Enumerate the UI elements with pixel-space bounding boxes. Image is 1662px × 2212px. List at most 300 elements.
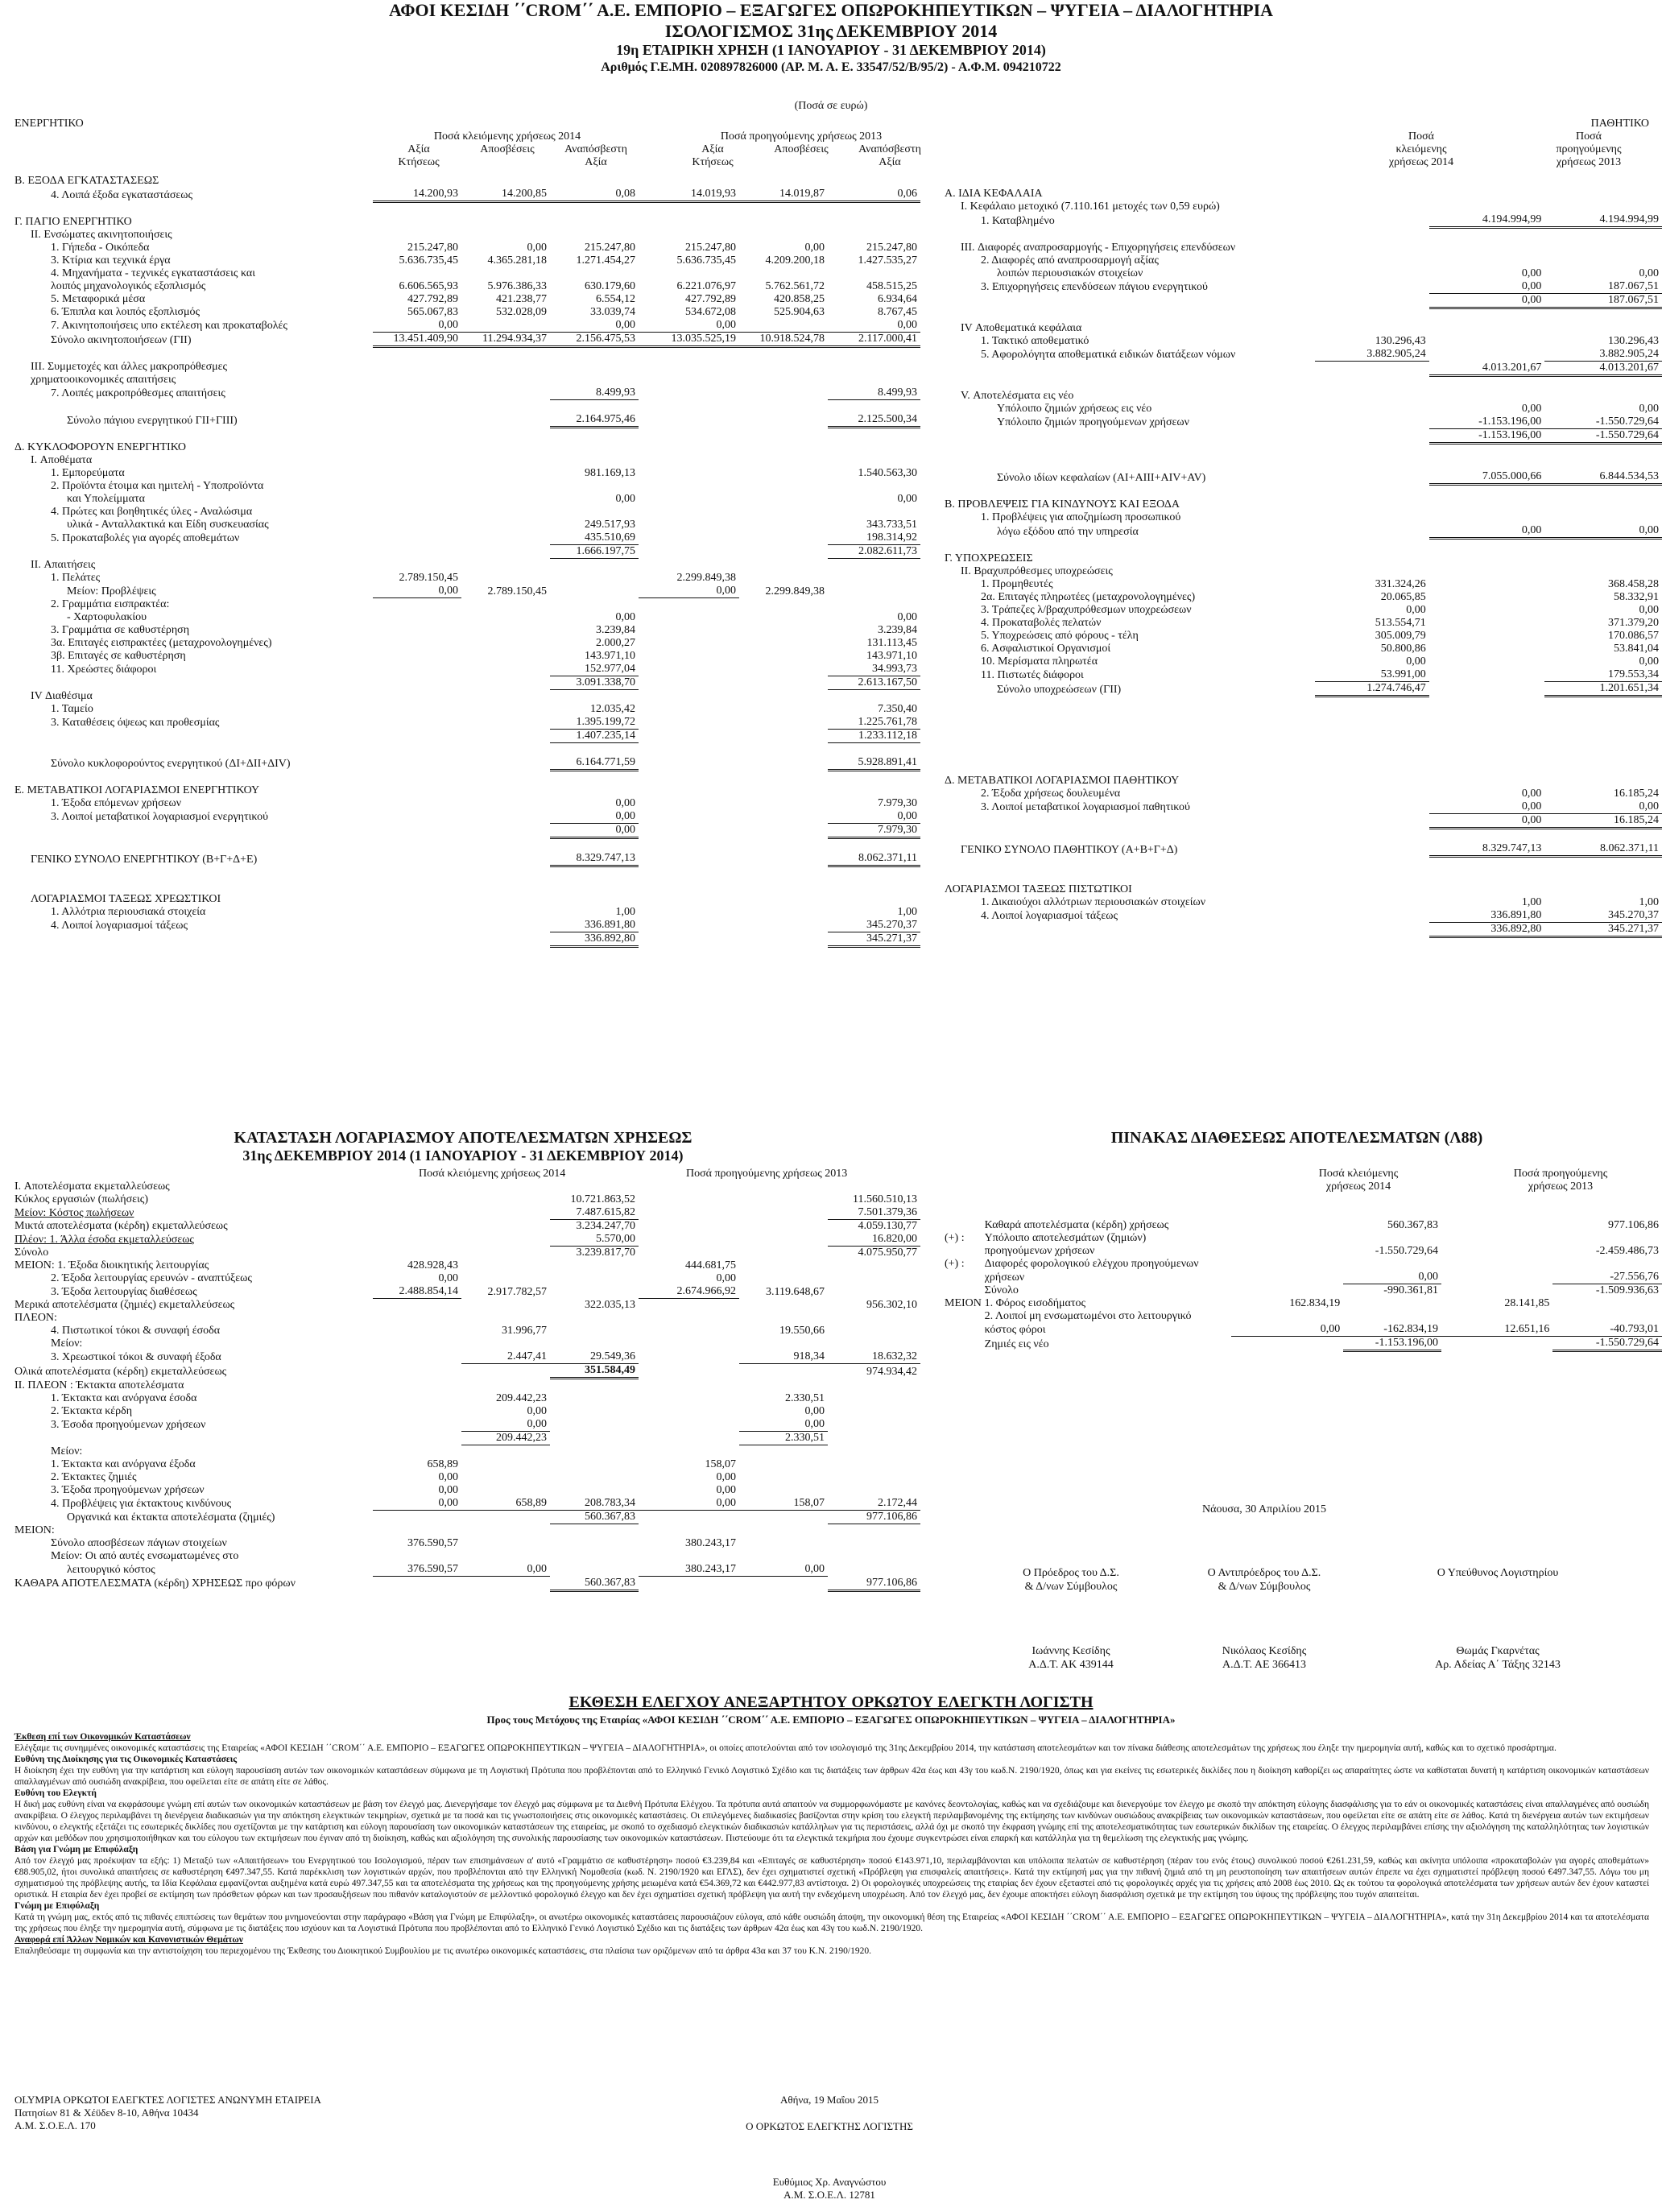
row-label: 3. Έξοδα λειτουργίας διαθέσεως [51, 1285, 197, 1298]
row-label: 1. Προβλέψεις για αποζημίωση προσωπικού [981, 511, 1181, 523]
amount-cell [1231, 1245, 1343, 1258]
amount-cell: 14.200,85 [461, 188, 550, 202]
amount-cell: 345.270,37 [1544, 909, 1662, 923]
amount-cell [739, 624, 828, 637]
amount-cell [639, 690, 739, 704]
amount-cell [461, 216, 550, 229]
signatory-name-1-l1: Ιωάννης Κεσίδης [1032, 1645, 1110, 1657]
amount-cell [739, 1272, 828, 1285]
balance-row [945, 470, 1662, 485]
signatory-role-2-l2: & Δ/νων Σύμβουλος [1218, 1581, 1311, 1593]
amount-cell: 53.991,00 [1315, 668, 1429, 682]
row-label: Μείον: [51, 1445, 83, 1457]
amount-cell: 2.789.150,45 [487, 585, 547, 597]
balance-row [14, 413, 920, 428]
amount-cell: 2.330,51 [785, 1392, 825, 1404]
amount-cell [828, 1537, 920, 1550]
row-label: Υπόλοιπο ζημιών προηγούμενων χρήσεων [997, 416, 1189, 428]
amount-cell: 5.928.891,41 [828, 756, 920, 771]
amount-cell [373, 637, 461, 650]
signatory-name-2-l1: Νικόλαος Κεσίδης [1222, 1645, 1307, 1657]
amount-cell [639, 771, 739, 785]
amount-cell [739, 1206, 828, 1220]
amount-cell [1315, 485, 1429, 499]
amount-cell [739, 1484, 828, 1497]
amount-cell [373, 506, 461, 519]
amount-cell: 7.979,30 [878, 797, 917, 809]
balance-row [945, 655, 1662, 668]
income-row [14, 1312, 920, 1325]
row-label: λειτουργικό κόστος [67, 1563, 155, 1576]
appropriation-row [945, 1323, 1662, 1337]
amount-cell [739, 797, 828, 810]
amount-cell: -1.153.196,00 [1343, 1337, 1441, 1351]
row-label: 3. Τράπεζες λ/βραχυπρόθεσμων υποχρεώσεων [981, 604, 1192, 616]
report-s3-text: Η δική μας ευθύνη είναι να εκφράσουμε γνώμη επί αυτών των οικονομικών καταστάσεων με βάση τον έλεγχό μας. Διενεργήσαμε τον έλεγχό μας σύμφωνα με τα Διεθνή Πρότυπα Ελέγχου. Τα πρότυπα αυτά απαιτούν να συμμορφωνόμαστε με κανόνες δεοντολογίας, καθώς και να σχεδιάζουμε και διενεργούμε τον έλεγχο με σκοπό την απόκτηση εύλογης διασφάλισης για το εάν οι οικονομικές καταστάσεις είναι απαλλαγμένες από ουσιώδη ανακρίβεια. Ο έλεγχος περιλαμβάνει τη διενέργεια διαδικασιών για την απόκτηση ελεγκτικών τεκμηρίων, σχετικά με τα ποσά και τις γνωστοποιήσεις στις οικονομικές καταστάσεις. Οι επιλεγόμενες διαδικασίες βασίζονται στην κρίση του ελεγκτή περιλαμβανομένης της εκτίμησης των κινδύνων ουσιώδους ανακρίβειας των οικονομικών καταστάσεων, που οφείλεται είτε σε απάτη είτε σε λάθος. Κατά τη διενέργεια αυτών των εκτιμήσεων κινδύνου, ο ελεγκτής εξετάζει τις εσωτερικές δικλίδες που σχετίζονται με την κατάρτιση και εύλογη παρουσίαση των οικονομικών καταστάσεων της εταιρείας, με σκοπό το σχεδιασμό ελεγκτικών διαδικασιών κατάλληλων για τις περιστάσεις, αλλά όχι με σκοπό την έκφραση γνώμης επί της αποτελεσματικότητας των εσωτερικών δικλίδων της εταιρείας. Ο έλεγχος περιλαμβάνει επίσης την αξιολόγηση της καταλληλότητας των λογιστικών αρχών και μεθόδων που χρησιμοποιήθηκαν και του εύλογου των εκτιμήσεων που έγιναν από τη διοίκηση, καθώς και αξιολόγηση της συνολικής παρουσίασης των οικονομικών καταστάσεων. Πιστεύουμε ότι τα ελεγκτικά τεκμήρια που έχουμε συγκεντρώσει είναι επαρκή και κατάλληλα για τη θεμελίωση της ελεγκτικής μας γνώμης. [14, 1800, 1649, 1843]
row-label: Μείον: [51, 1338, 83, 1350]
row-label: Α. ΙΔΙΑ ΚΕΦΑΛΑΙΑ [945, 188, 1043, 200]
row-label: 1. Γήπεδα - Οικόπεδα [51, 242, 150, 254]
balance-row [945, 242, 1662, 254]
amount-cell: 435.510,69 [550, 531, 639, 545]
amount-cell [739, 676, 828, 690]
amount-cell [639, 1524, 739, 1538]
row-label: Σύνολο [14, 1247, 49, 1259]
amount-cell [1544, 552, 1662, 565]
amount-cell: 31.996,77 [502, 1325, 547, 1337]
row-label: 2. Λοιποί μη ενσωματωμένοι στο λειτουργικό [984, 1310, 1192, 1322]
row-label: I. Αποτελέσματα εκμεταλλεύσεως [14, 1180, 170, 1193]
amount-cell: 345.271,37 [828, 932, 920, 947]
amount-cell [739, 1379, 828, 1393]
amount-cell [550, 1338, 639, 1350]
row-label: 3. Κτίρια και τεχνικά έργα [51, 254, 171, 267]
balance-row [945, 617, 1662, 630]
amount-cell: 12.651,16 [1441, 1323, 1552, 1337]
row-label: I. Κεφάλαιο μετοχικό (7.110.161 μετοχές των 0,59 ευρώ) [961, 201, 1220, 213]
amount-cell [550, 1379, 639, 1393]
balance-row [14, 797, 920, 810]
amount-cell [1315, 788, 1429, 800]
amount-cell: 8.499,93 [828, 387, 920, 400]
amount-cell: 8.499,93 [550, 387, 639, 400]
amount-cell: 351.584,49 [550, 1364, 639, 1379]
amount-cell [639, 784, 739, 797]
amount-cell [373, 810, 461, 824]
amount-cell: 2.125.500,34 [828, 413, 920, 428]
row-label [14, 676, 373, 690]
amount-cell [1315, 322, 1429, 335]
amount-cell [550, 400, 639, 414]
amount-cell: 513.554,71 [1375, 617, 1426, 629]
appropriation-row [945, 1284, 1662, 1298]
amount-cell: 2.082.611,73 [828, 545, 920, 559]
balance-row [945, 390, 1662, 403]
amount-cell [1544, 775, 1662, 788]
amount-cell [1429, 655, 1545, 668]
amount-cell [461, 1312, 550, 1325]
amount-cell [639, 1432, 739, 1445]
amount-cell [639, 202, 739, 217]
amount-cell: 427.792,89 [685, 293, 736, 305]
amount-cell [739, 229, 828, 242]
amount-cell [461, 756, 550, 771]
amount-cell [639, 1247, 739, 1260]
amount-cell: 3.882.905,24 [1544, 348, 1662, 362]
balance-row [14, 188, 920, 202]
balance-row [945, 591, 1662, 604]
report-s3-heading: Ευθύνη του Ελεγκτή [14, 1788, 97, 1798]
appropriation-row [945, 1337, 1662, 1351]
balance-row [14, 730, 920, 743]
amount-cell [828, 585, 920, 598]
amount-cell [550, 838, 639, 853]
balance-row [14, 585, 920, 598]
amount-cell [828, 1379, 920, 1393]
row-label [14, 400, 373, 414]
row-prefix [945, 1310, 985, 1323]
amount-cell: 0,06 [828, 188, 920, 202]
income-row [14, 1259, 920, 1272]
income-row [14, 1405, 920, 1418]
row-prefix: (+) : [945, 1232, 965, 1244]
amount-cell [1315, 814, 1429, 829]
amount-cell: 7.350,40 [878, 703, 917, 715]
amount-cell: 0,00 [804, 1405, 825, 1417]
amount-cell: 2.117.000,41 [828, 333, 920, 347]
amount-cell [639, 866, 739, 881]
amount-cell [461, 703, 550, 716]
amount-cell [1315, 511, 1429, 524]
amount-cell: 0,00 [1406, 604, 1426, 616]
income-row [14, 1325, 920, 1338]
amount-cell [828, 784, 920, 797]
amount-cell [461, 493, 550, 506]
amount-cell [461, 1180, 550, 1193]
row-label [14, 1432, 373, 1445]
amount-cell: 3.119.648,67 [766, 1285, 825, 1298]
balance-row [945, 923, 1662, 937]
amount-cell [1429, 749, 1545, 762]
amount-cell [739, 756, 828, 771]
approp-col-prev-l1: Ποσά προηγούμενης [1513, 1168, 1608, 1180]
assets-col-group-prev: Ποσά προηγούμενης χρήσεως 2013 [720, 130, 883, 143]
amount-cell: 0,00 [639, 585, 739, 598]
amount-cell: 5.636.735,45 [399, 254, 458, 267]
amount-cell [373, 650, 461, 663]
amount-cell [828, 559, 920, 573]
amount-cell [639, 1392, 739, 1405]
report-s4-heading: Βάση για Γνώμη με Επιφύλαξη [14, 1845, 138, 1854]
amount-cell [461, 229, 550, 242]
balance-row [14, 293, 920, 306]
amount-cell [550, 454, 639, 467]
amount-cell [639, 1577, 739, 1591]
amount-cell [739, 1259, 828, 1272]
signatory-name-1-l2: Α.Δ.Τ. ΑΚ 439144 [1028, 1659, 1114, 1671]
amount-cell [461, 1206, 550, 1220]
amount-cell: 198.314,92 [828, 531, 920, 545]
amount-cell [1544, 485, 1662, 499]
amount-cell: -1.509.936,63 [1595, 1284, 1659, 1296]
assets-table [14, 175, 920, 948]
amount-cell: 34.993,73 [828, 663, 920, 676]
amount-cell [373, 400, 461, 414]
amount-cell [639, 545, 739, 559]
row-label: Μείον: Οι από αυτές ενσωματωμένες στο [51, 1550, 239, 1562]
amount-cell [1315, 909, 1429, 923]
income-row [14, 1511, 920, 1524]
amount-cell: 0,00 [1521, 403, 1542, 415]
amount-cell [739, 1550, 828, 1563]
amount-cell: 6.164.771,59 [550, 756, 639, 771]
amount-cell [1544, 322, 1662, 335]
income-row [14, 1418, 920, 1432]
amount-cell [373, 347, 461, 362]
amount-cell [1429, 348, 1545, 362]
amount-cell [461, 413, 550, 428]
amount-cell [828, 1445, 920, 1459]
amount-cell: 420.858,25 [774, 293, 825, 305]
amount-cell: -162.834,19 [1343, 1323, 1441, 1337]
balance-row [14, 690, 920, 704]
income-row [14, 1350, 920, 1364]
row-label: Γ. ΥΠΟΧΡΕΩΣΕΙΣ [945, 552, 1033, 564]
amount-cell [373, 1325, 461, 1338]
assets-col-head: Αναπόσβεστη [858, 143, 921, 155]
amount-cell [461, 784, 550, 797]
balance-row [14, 932, 920, 947]
amount-cell [1231, 1284, 1343, 1298]
assets-col-head-sub: Αξία [585, 156, 607, 168]
amount-cell: 977.106,86 [828, 1511, 920, 1524]
row-prefix: (+) : [945, 1258, 965, 1270]
amount-cell [828, 428, 920, 442]
amount-cell: 565.067,83 [407, 306, 458, 318]
row-label: II. Απαιτήσεις [31, 559, 96, 571]
balance-row [14, 893, 920, 906]
amount-cell [373, 1418, 461, 1432]
amount-cell [373, 906, 461, 919]
company-name: ΑΦΟΙ ΚΕΣΙΔΗ ΄΄CROM΄΄ Α.Ε. ΕΜΠΟΡΙΟ – ΕΞΑΓΩΓΕΣ ΟΠΩΡΟΚΗΠΕΥΤΙΚΩΝ – ΨΥΓΕΙΑ – ΔΙΑΛΟΓΗΤΗΡΙΑ [388, 0, 1274, 20]
amount-cell: 380.243,17 [639, 1563, 739, 1577]
amount-cell [373, 852, 461, 866]
amount-cell [373, 1524, 461, 1538]
balance-row [945, 710, 1662, 723]
amount-cell [739, 1364, 828, 1379]
amount-cell [1429, 485, 1545, 499]
amount-cell [1429, 643, 1545, 655]
row-label: 1. Έκτακτα και ανόργανα έξοδα [51, 1458, 196, 1470]
amount-cell: 6.554,12 [596, 293, 635, 305]
amount-cell: 6.221.076,97 [676, 280, 736, 292]
row-label: ΓΕΝΙΚΟ ΣΥΝΟΛΟ ΠΑΘΗΤΙΚΟΥ (Α+Β+Γ+Δ) [961, 843, 1178, 856]
balance-row [14, 824, 920, 838]
balance-row [945, 322, 1662, 335]
amount-cell: 8.062.371,11 [1544, 842, 1662, 857]
amount-cell [828, 1338, 920, 1350]
amount-cell [461, 545, 550, 559]
amount-cell: 0,00 [639, 319, 739, 333]
row-label [14, 880, 373, 893]
appropriation-row [945, 1232, 1662, 1245]
amount-cell: 0,00 [1429, 294, 1545, 308]
amount-cell [739, 1299, 828, 1313]
amount-cell [461, 347, 550, 362]
income-row [14, 1272, 920, 1285]
amount-cell [461, 1577, 550, 1591]
amount-cell: -1.153.196,00 [1429, 416, 1545, 429]
balance-row [945, 362, 1662, 376]
amount-cell [461, 1379, 550, 1393]
row-label: Υπόλοιπο αποτελεσμάτων (ζημιών) [984, 1232, 1147, 1244]
amount-cell [1429, 322, 1545, 335]
amount-cell [373, 202, 461, 217]
amount-cell [639, 838, 739, 853]
amount-cell: 208.783,34 [550, 1497, 639, 1511]
amount-cell [1315, 416, 1429, 429]
amount-cell [1315, 362, 1429, 376]
row-label: Ε. ΜΕΤΑΒΑΤΙΚΟΙ ΛΟΓΑΡΙΑΣΜΟΙ ΕΝΕΡΓΗΤΙΚΟΥ [14, 784, 260, 796]
amount-cell [373, 784, 461, 797]
auditor-role: Ο ΟΡΚΩΤΟΣ ΕΛΕΓΚΤΗΣ ΛΟΓΙΣΤΗΣ [746, 2120, 913, 2132]
amount-cell: 977.106,86 [1608, 1219, 1659, 1231]
amount-cell: 0,00 [897, 611, 917, 623]
row-prefix [945, 1271, 985, 1284]
amount-cell [1429, 444, 1545, 458]
amount-cell [550, 1484, 639, 1497]
row-label [945, 429, 1315, 444]
row-label [14, 771, 373, 785]
amount-cell [550, 229, 639, 242]
amount-cell [639, 810, 739, 824]
amount-cell [550, 441, 639, 454]
row-label [945, 762, 1315, 775]
appropriation-row [945, 1310, 1662, 1323]
amount-cell: 376.590,57 [407, 1537, 458, 1549]
row-label [945, 457, 1315, 470]
amount-cell [373, 716, 461, 730]
amount-cell [1552, 1258, 1662, 1271]
balance-row [14, 919, 920, 932]
amount-cell [1315, 762, 1429, 775]
amount-cell [1429, 188, 1545, 201]
row-label: 4. Μηχανήματα - τεχνικές εγκαταστάσεις και [51, 267, 255, 279]
amount-cell [1544, 736, 1662, 749]
amount-cell [1315, 697, 1429, 711]
amount-cell: 5.636.735,45 [676, 254, 736, 267]
amount-cell [1544, 308, 1662, 323]
amount-cell: 12.035,42 [590, 703, 635, 715]
amount-cell [828, 1563, 920, 1577]
amount-cell: 0,00 [1231, 1323, 1343, 1337]
amount-cell: 0,00 [373, 585, 461, 598]
balance-row [14, 838, 920, 853]
row-label: 2. Γραμμάτια εισπρακτέα: [51, 598, 170, 610]
amount-cell [739, 663, 828, 676]
amount-cell [639, 1299, 739, 1313]
report-s5-text: Κατά τη γνώμη μας, εκτός από τις πιθανές επιπτώσεις των θεμάτων που μνημονεύονται στην παράγραφο «Βάση για Γνώμη με Επιφύλαξη», οι ανωτέρω οικονομικές καταστάσεις παρουσιάζουν εύλογα, από κάθε ουσιώδη άποψη, την οικονομική θέση της Εταιρείας «ΑΦΟΙ ΚΕΣΙΔΗ ΄΄CROM΄΄ Α.Ε. ΕΜΠΟΡΙΟ – ΕΞΑΓΩΓΕΣ ΟΠΩΡΟΚΗΠΕΥΤΙΚΩΝ – ΨΥΓΕΙΑ – ΔΙΑΛΟΓΗΤΗΡΙΑ», κατά την 31η Δεκεμβρίου 2014 και τα αποτελέσματα της χρήσεως που έληξε την ημερομηνία αυτή, σύμφωνα με τις διατάξεις που ισχύουν και τα Λογιστικά Πρότυπα που προβλέπονται από το Ελληνικό Γενικό Λογιστικό Σχέδιο και τις διατάξεις των άρθρων 42α έως και 43γ του κωδ.Ν. 2190/1920. [14, 1912, 1649, 1933]
row-label [945, 749, 1315, 762]
amount-cell [828, 771, 920, 785]
balance-row [945, 294, 1662, 308]
amount-cell: 1.666.197,75 [550, 545, 639, 559]
amount-cell [373, 611, 461, 624]
amount-cell [1429, 736, 1545, 749]
amount-cell [373, 866, 461, 881]
amount-cell [739, 572, 828, 585]
balance-row [945, 498, 1662, 511]
amount-cell: 0,00 [828, 319, 920, 333]
liabilities-table [945, 188, 1662, 938]
amount-cell [1343, 1297, 1441, 1310]
row-label [945, 362, 1315, 376]
amount-cell [828, 1259, 920, 1272]
report-s2-heading: Ευθύνη της Διοίκησης για τις Οικονομικές Καταστάσεις [14, 1755, 238, 1764]
amount-cell: 0,00 [1521, 267, 1542, 279]
amount-cell [639, 229, 739, 242]
amount-cell [739, 216, 828, 229]
audit-firm-name: OLYMPIA ΟΡΚΩΤΟΙ ΕΛΕΓΚΤΕΣ ΛΟΓΙΣΤΕΣ ΑΝΩΝΥΜΗ ΕΤΑΙΡΕΙΑ [14, 2094, 321, 2106]
amount-cell [1315, 254, 1429, 267]
amount-cell [373, 559, 461, 573]
approp-col-cur [1298, 1168, 1419, 1193]
amount-cell [461, 838, 550, 853]
amount-cell [1315, 524, 1429, 539]
amount-cell [373, 1350, 461, 1364]
appropriation-row [945, 1297, 1662, 1310]
amount-cell: 428.928,43 [407, 1259, 458, 1271]
amount-cell [1544, 188, 1662, 201]
row-label: Κύκλος εργασιών (πωλήσεις) [14, 1193, 149, 1205]
amount-cell: 14.019,87 [739, 188, 828, 202]
amount-cell [739, 319, 828, 333]
amount-cell: 0,00 [461, 1563, 550, 1577]
amount-cell: 658,89 [427, 1458, 458, 1470]
income-row [14, 1563, 920, 1577]
amount-cell: 534.672,08 [685, 306, 736, 318]
balance-row [945, 842, 1662, 857]
balance-row [945, 736, 1662, 749]
amount-cell: 0,00 [1521, 788, 1542, 800]
amount-cell [1343, 1310, 1441, 1323]
amount-cell [739, 932, 828, 947]
row-label: 4. Πιστωτικοί τόκοι & συναφή έσοδα [51, 1325, 221, 1337]
amount-cell [461, 1537, 550, 1550]
balance-row [945, 775, 1662, 788]
amount-cell [739, 506, 828, 519]
amount-cell [373, 1550, 461, 1563]
amount-cell [639, 1338, 739, 1350]
amount-cell [739, 175, 828, 188]
amount-cell: 444.681,75 [685, 1259, 736, 1271]
liab-col-prev [1528, 130, 1649, 169]
amount-cell: 2.172,44 [828, 1497, 920, 1511]
balance-row [14, 598, 920, 612]
amount-cell [739, 531, 828, 545]
amount-cell: 0,00 [550, 319, 639, 333]
amount-cell [739, 519, 828, 531]
amount-cell [828, 1550, 920, 1563]
row-label: 3. Λοιποί μεταβατικοί λογαριασμοί ενεργητικού [51, 810, 269, 823]
balance-row [945, 308, 1662, 323]
balance-row [14, 347, 920, 362]
amount-cell [1552, 1297, 1662, 1310]
amount-cell [639, 1379, 739, 1393]
amount-cell: 18.632,32 [828, 1350, 920, 1364]
amount-cell [461, 716, 550, 730]
amount-cell [739, 730, 828, 743]
